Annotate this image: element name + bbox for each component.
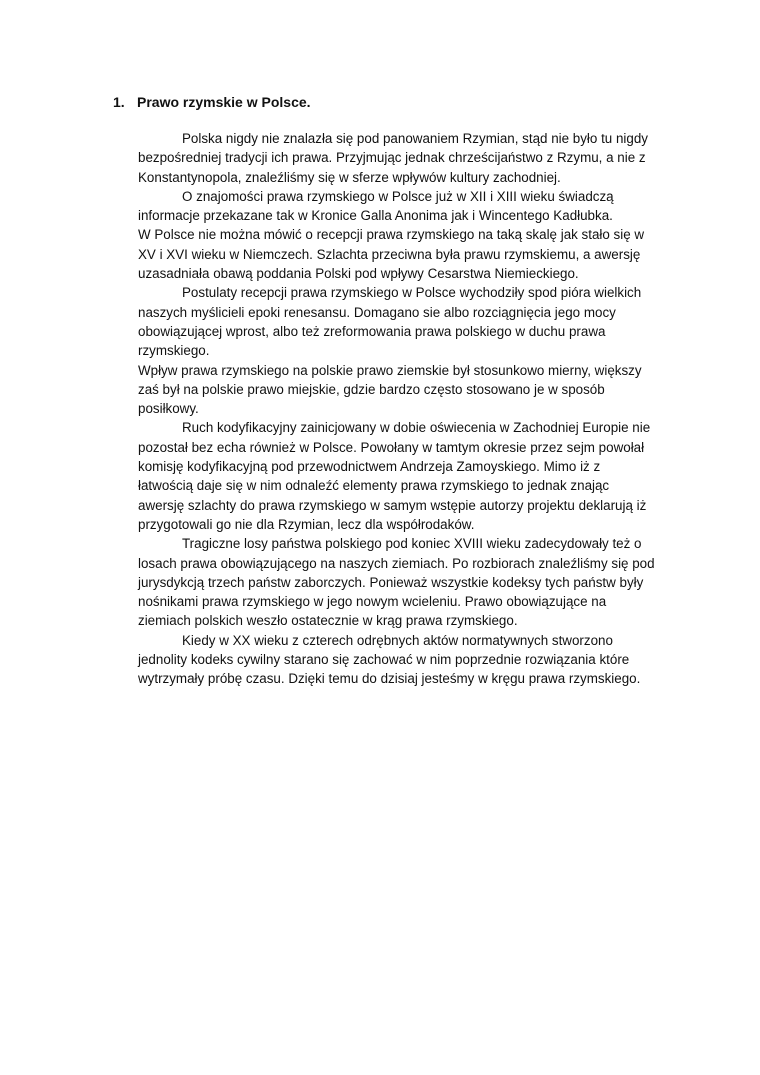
text-line: W Polsce nie można mówić o recepcji prawa rzymskiego na taką skalę jak stało się w	[138, 227, 645, 243]
text-line: awersję szlachty do prawa rzymskiego w samym wstępie autorzy projektu deklarują iż	[138, 497, 647, 513]
text-line: Tragiczne losy państwa polskiego pod koniec XVIII wieku zadecydowały też o	[182, 536, 642, 552]
text-line: bezpośredniej tradycji ich prawa. Przyjmując jednak chrześcijaństwo z Rzymu, a nie z	[138, 150, 646, 166]
text-line: Ruch kodyfikacyjny zainicjowany w dobie oświecenia w Zachodniej Europie nie	[182, 420, 651, 436]
text-line: jednolity kodeks cywilny starano się zachować w nim poprzednie rozwiązania które	[138, 652, 630, 668]
text-line: ziemiach polskich weszło ostatecznie w krąg prawa rzymskiego.	[138, 613, 518, 629]
text-line: naszych myślicieli epoki renesansu. Domagano sie albo rozciągnięcia jego mocy	[138, 304, 616, 320]
text-line: nośnikami prawa rzymskiego w jego nowym wcieleniu. Prawo obowiązujące na	[138, 594, 607, 610]
text-line: komisję kodyfikacyjną pod przewodnictwem Andrzeja Zamoyskiego. Mimo iż z	[138, 459, 601, 475]
text-line: Polska nigdy nie znalazła się pod panowaniem Rzymian, stąd nie było tu nigdy	[182, 131, 648, 146]
heading-number: 1.	[113, 94, 125, 110]
text-line: łatwością daje się w nim odnaleźć elementy prawa rzymskiego to jednak znając	[138, 478, 610, 494]
text-line: jurysdykcją trzech państw zaborczych. Ponieważ wszystkie kodeksy tych państw były	[138, 574, 644, 590]
text-line: informacje przekazane tak w Kronice Galla Anonima jak i Wincentego Kadłubka.	[138, 208, 613, 224]
section-heading	[113, 92, 311, 112]
text-line: rzymskiego.	[138, 343, 210, 359]
text-line: wytrzymały próbę czasu. Dzięki temu do dzisiaj jesteśmy w kręgu prawa rzymskiego.	[138, 671, 641, 687]
text-line: losach prawa obowiązującego na naszych ziemiach. Po rozbiorach znaleźliśmy się pod	[138, 555, 655, 571]
text-line: O znajomości prawa rzymskiego w Polsce już w XII i XIII wieku świadczą	[182, 188, 614, 204]
heading-title: Prawo rzymskie w Polsce.	[137, 94, 311, 110]
text-line: uzasadniała obawą poddania Polski pod wpływy Cesarstwa Niemieckiego.	[138, 266, 579, 282]
text-line: Konstantynopola, znaleźliśmy się w sferze wpływów kultury zachodniej.	[138, 169, 561, 185]
text-line: przygotowali go nie dla Rzymian, lecz dla współrodaków.	[138, 516, 475, 532]
text-line: zaś był na polskie prawo miejskie, gdzie bardzo często stosowano je w sposób	[138, 381, 605, 397]
text-line: Postulaty recepcji prawa rzymskiego w Polsce wychodziły spod pióra wielkich	[182, 285, 642, 301]
text-line: pozostał bez echa również w Polsce. Powołany w tamtym okresie przez sejm powołał	[138, 439, 645, 455]
text-line: obowiązującej wprost, albo też zreformowania prawa polskiego w duchu prawa	[138, 323, 606, 339]
text-line: posiłkowy.	[138, 401, 199, 417]
body-text	[138, 129, 678, 689]
text-line: XV i XVI wieku w Niemczech. Szlachta przeciwna była prawu rzymskiemu, a awersję	[138, 246, 641, 262]
text-line: Wpływ prawa rzymskiego na polskie prawo ziemskie był stosunkowo mierny, większy	[138, 362, 642, 378]
text-line: Kiedy w XX wieku z czterech odrębnych aktów normatywnych stworzono	[182, 632, 613, 648]
